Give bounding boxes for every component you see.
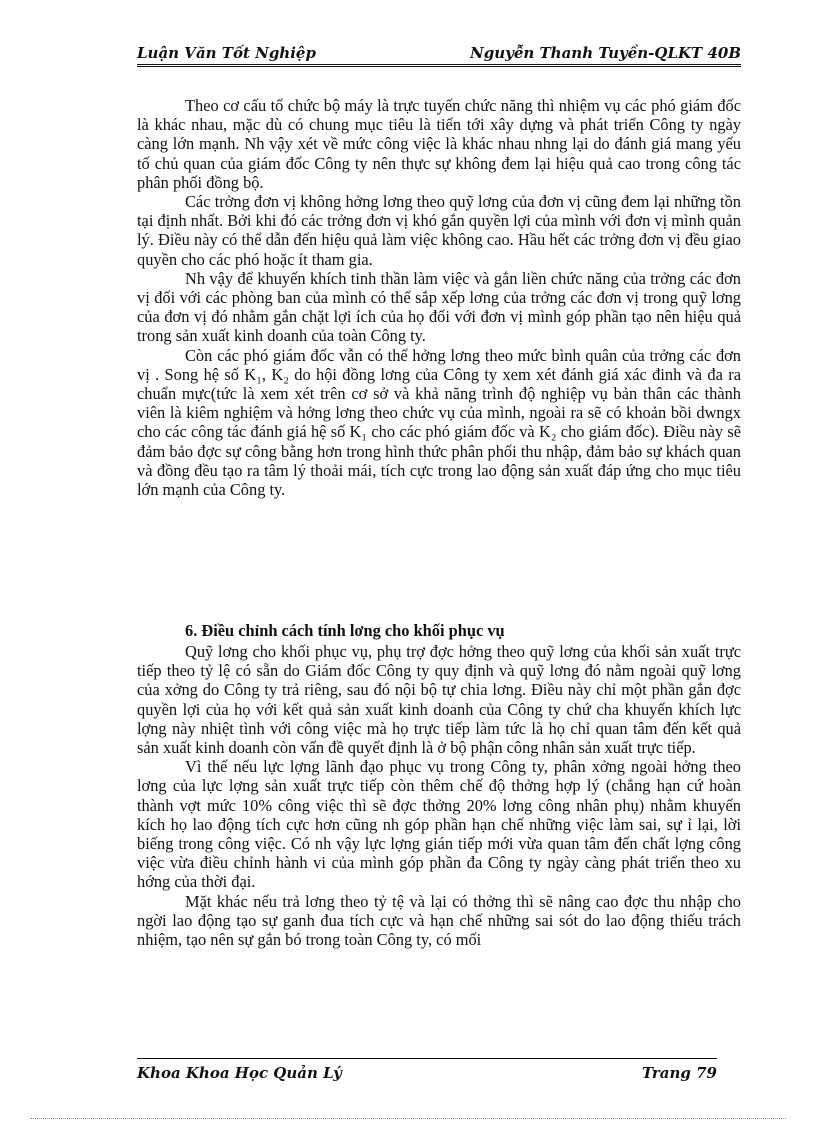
paragraph: Quỹ lơng cho khối phục vụ, phụ trợ đợc hởng theo quỹ lơng của khối sản xuất trực tiếp theo tỷ lệ có sẵn do Giám đốc Công ty quy định và quỹ lơng đó nằm ngoài quỹ lơng của xởng do Công ty trả riêng, sau đó nội bộ tự chia lơng. Điều này chỉ một phần gắn đợc quyền lợi của họ với kết quả sản xuất kinh doanh của Công ty chứ cha khuyến khích lực lợng này nhiệt tình với công việc mà họ trực tiếp làm tức là họ chỉ quan tâm đến kết quả sản xuất kinh doanh còn vấn đề quyết định là ở bộ phận công nhân sản xuất trực tiếp.: [137, 642, 741, 758]
page-header: [137, 44, 741, 64]
paragraph: Còn các phó giám đốc vẫn có thể hởng lơng theo mức bình quân của trởng các đơn vị . Song hệ số K₁, K₂ do hội đồng lơng của Công ty xem xét đánh giá xác đinh và đa ra chuẩn mực(tức là xem xét trên cơ sở và khả năng trình độ nghiệp vụ bản thân các thành viên là kiêm nghiệm và hởng lơng theo chức vụ của mình, ngoài ra sẽ có khoản bồi dwngx cho các công tác đánh giá hệ số K₁ cho các phó giám đốc và K₂ cho giám đốc). Điều này sẽ đảm bảo đợc sự công bằng hơn trong hình thức phân phối thu nhập, đảm bảo sự khách quan và đồng đều tạo ra tâm lý thoải mái, tích cực trong lao động sản xuất đáp ứng cho mục tiêu lớn mạnh của Công ty.: [137, 345, 741, 500]
paragraph: Theo cơ cấu tổ chức bộ máy là trực tuyến chức năng thì nhiệm vụ các phó giám đốc là khác nhau, mặc dù có chung mục tiêu là tiến tới xây dựng và phát triển Công ty ngày càng lớn mạnh. Nh vậy xét về mức công việc là khác nhau nhng lại do đánh giá mang yếu tố chủ quan của giám đốc Công ty nên thực sự không đem lại hiệu quả cao trong công tác phân phối đồng bộ.: [137, 96, 741, 192]
footer-faculty: Khoa Khoa Học Quản Lý: [137, 1064, 342, 1082]
body-text-top: [137, 96, 741, 499]
page-footer: [137, 1064, 717, 1084]
page-number: Trang 79: [641, 1064, 717, 1082]
paragraph: Các trởng đơn vị không hởng lơng theo quỹ lơng của đơn vị cũng đem lại những tồn tại định nhất. Bởi khi đó các trởng đơn vị khó gắn quyền lợi của mình với đơn vị mình quản lý. Điều này có thể dẫn đến hiệu quả làm việc không cao. Hầu hết các trởng đơn vị đều giao quyền cho các phó hoặc ít tham gia.: [137, 192, 741, 269]
body-text-bottom: [137, 642, 741, 949]
footer-divider: [137, 1058, 717, 1059]
paragraph: Vì thế nếu lực lợng lãnh đạo phục vụ trong Công ty, phân xởng ngoài hởng theo lơng của lực lợng sản xuất trực tiếp còn thêm chế độ thởng hợp lý (chẳng hạn cứ hoàn thành vợt mức 10% công việc thì sẽ đợc thởng 20% lơng công nhân phụ) nhằm khuyến kích họ lao động tích cực hơn cũng nh góp phần hạn chế những việc làm sai, sự ỉ lại, lời biếng trong công việc. Có nh vậy lực lợng gián tiếp mới vừa quan tâm đến chất lợng công việc vừa điều chỉnh hành vi của mình góp phần đa Công ty ngày càng phát triển theo xu hớng của thời đại.: [137, 757, 741, 892]
header-thesis-title: Luận Văn Tốt Nghiệp: [137, 44, 316, 62]
section-heading: 6. Điều chỉnh cách tính lơng cho khối phục vụ: [185, 621, 505, 640]
paragraph: Mặt khác nếu trả lơng theo tỷ tệ và lại có thởng thì sẽ nâng cao đợc thu nhập cho ngời lao động tạo sự ganh đua tích cực và hạn chế những sai sót do lao động thiếu trách nhiệm, tạo nên sự gắn bó trong toàn Công ty, có mối: [137, 891, 741, 950]
header-author: Nguyễn Thanh Tuyền-QLKT 40B: [470, 44, 741, 62]
paragraph: Nh vậy để khuyến khích tinh thần làm việc và gắn liền chức năng của trởng các đơn vị đối với các phòng ban của mình có thể sắp xếp lơng của trởng các đơn vị trong quỹ lơng của đơn vị đó nhằm gắn chặt lợi ích của họ đối với đơn vị mình góp phần tạo nên hiệu quả trong sản xuất kinh doanh của toàn Công ty.: [137, 268, 741, 346]
header-divider: [137, 64, 741, 67]
page-edge-dots: [30, 1118, 786, 1119]
